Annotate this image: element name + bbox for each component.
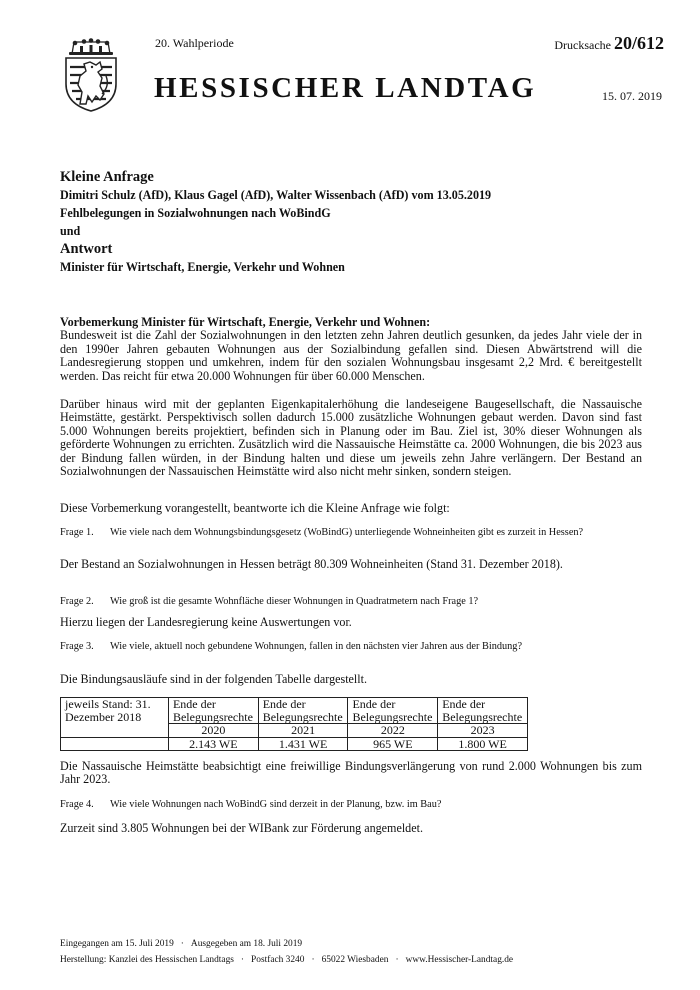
footer-line-2: [60, 952, 513, 968]
answer-text: Zurzeit sind 3.805 Wohnungen bei der WIBank zur Förderung angemeldet.: [60, 821, 423, 835]
footer-separator: ·: [180, 939, 184, 949]
question-label: Frage 2.: [60, 596, 94, 607]
question-3: [60, 641, 642, 653]
footer-separator: ·: [311, 955, 315, 965]
vorbemerkung-3: [60, 502, 642, 515]
footer-ausgegeben: Ausgegeben am 18. Juli 2019: [190, 939, 303, 949]
table-value-cell: 2.143 WE: [168, 737, 258, 751]
vorbemerkung: [60, 316, 642, 383]
question-text: Wie viele, aktuell noch gebundene Wohnungen, fallen in den nächsten vier Jahren aus der Bindung?: [110, 641, 523, 652]
question-2: [60, 596, 642, 608]
title-block: [60, 168, 642, 276]
footer-separator: ·: [395, 955, 399, 965]
question-4: [60, 799, 642, 811]
answer-text: Die Nassauische Heimstätte beabsichtigt eine freiwillige Bindungsverlängerung von rund 2.000 Wohnungen bis zum Jahr 2023.: [60, 759, 642, 787]
footer-herstellung: Herstellung: Kanzlei des Hessischen Landtags: [60, 955, 234, 965]
answer-2: [60, 616, 642, 629]
question-text: Wie viele nach dem Wohnungsbindungsgesetz (WoBindG) unterliegende Wohneinheiten gibt es zurzeit in Hessen?: [110, 527, 584, 538]
question-text: Wie groß ist die gesamte Wohnfläche dieser Wohnungen in Quadratmetern nach Frage 1?: [110, 596, 479, 607]
table-header-cell: Ende der Belegungsrechte: [438, 698, 528, 724]
footer-web: www.Hessischer-Landtag.de: [405, 955, 514, 965]
antwort-label: Antwort: [60, 241, 113, 257]
table-row: [61, 698, 528, 724]
table-empty-cell: [61, 737, 169, 751]
question-label: Frage 3.: [60, 641, 94, 652]
vorbemerkung-heading: Vorbemerkung Minister für Wirtschaft, Energie, Verkehr und Wohnen:: [60, 315, 431, 329]
document-date: 15. 07. 2019: [602, 89, 662, 103]
drucksache: [554, 33, 664, 54]
minister-label: Minister für Wirtschaft, Energie, Verkehr und Wohnen: [60, 260, 345, 274]
parliament-title: HESSISCHER LANDTAG: [154, 72, 537, 104]
footer-ort: 65022 Wiesbaden: [321, 955, 389, 965]
table-value-cell: 965 WE: [348, 737, 438, 751]
table-year-cell: 2023: [438, 724, 528, 738]
hessen-coat-of-arms-icon: [60, 38, 122, 112]
question-label: Frage 1.: [60, 527, 94, 538]
vorbemerkung-paragraph: Darüber hinaus wird mit der geplanten Eigenkapitalerhöhung die landeseigene Baugesellschaft, die Nassauische Heimstätte, gestärkt. Perspektivisch sollen dadurch 15.000 zusätzliche Wohnungen gebaut werden. Davon sind fast 5.000 Wohnungen bereits projektiert, befinden sich in Planung oder im Bau. Ziel ist, 30% dieser Wohnungen als geförderte Wohnungen zu errichten. Zusätzlich wird die Nassauische Heimstätte ca. 2000 Wohnungen, die bis 2023 aus der Bindung fallen würden, in der Bindung halten und diese um jeweils zehn Jahre verlängern. Der Bestand an Sozialwohnungen der Nassauischen Heimstätte wird also nicht mehr sinken, sondern steigen.: [60, 397, 642, 479]
answer-text: Die Bindungsausläufe sind in der folgenden Tabelle dargestellt.: [60, 672, 368, 686]
anfrage-type: Kleine Anfrage: [60, 169, 154, 185]
vorbemerkung-2: [60, 398, 642, 478]
wahlperiode: 20. Wahlperiode: [155, 36, 234, 50]
table-year-cell: 2020: [168, 724, 258, 738]
question-label: Frage 4.: [60, 799, 94, 810]
answer-text: Hierzu liegen der Landesregierung keine Auswertungen vor.: [60, 615, 352, 629]
binding-table: [60, 697, 528, 751]
table-header-cell: Ende der Belegungsrechte: [348, 698, 438, 724]
table-year-cell: 2022: [348, 724, 438, 738]
table-year-cell: 2021: [258, 724, 348, 738]
vorbemerkung-closing: Diese Vorbemerkung vorangestellt, beantworte ich die Kleine Anfrage wie folgt:: [60, 501, 450, 515]
footer: [60, 936, 513, 968]
table-value-cell: 1.800 WE: [438, 737, 528, 751]
und-label: und: [60, 224, 81, 238]
answer-3: [60, 673, 642, 686]
table-cell-stand: jeweils Stand: 31. Dezember 2018: [61, 698, 169, 738]
question-1: [60, 527, 642, 539]
answer-3-continued: [60, 760, 642, 787]
table-value-cell: 1.431 WE: [258, 737, 348, 751]
answer-text: Der Bestand an Sozialwohnungen in Hessen beträgt 80.309 Wohneinheiten (Stand 31. Dezember 2018).: [60, 557, 563, 571]
answer-1: [60, 558, 642, 571]
question-text: Wie viele Wohnungen nach WoBindG sind derzeit in der Planung, bzw. im Bau?: [110, 799, 442, 810]
anfrage-authors: Dimitri Schulz (AfD), Klaus Gagel (AfD), Walter Wissenbach (AfD) vom 13.05.2019: [60, 188, 492, 202]
footer-postfach: Postfach 3240: [251, 955, 305, 965]
table-row: [61, 737, 528, 751]
answer-4: [60, 822, 642, 835]
drucksache-number: 20/612: [613, 33, 664, 53]
table-header-cell: Ende der Belegungsrechte: [258, 698, 348, 724]
footer-separator: ·: [240, 955, 245, 965]
footer-eingegangen: Eingegangen am 15. Juli 2019: [60, 939, 174, 949]
anfrage-subject: Fehlbelegungen in Sozialwohnungen nach WoBindG: [60, 206, 331, 220]
footer-line-1: [60, 936, 513, 952]
vorbemerkung-paragraph: Bundesweit ist die Zahl der Sozialwohnungen in den letzten zehn Jahren deutlich gesunken, da jedes Jahr viele der in den 1990er Jahren gebauten Wohnungen aus der Sozialbindung gefallen sind. Diesen Abwärtstrend will die Landesregierung stoppen und umkehren, indem für den sozialen Wohnungsbau insgesamt 2,2 Mrd. € bereitgestellt werden. Das reicht für etwa 20.000 Wohnungen für über 60.000 Menschen.: [60, 328, 642, 383]
drucksache-label: Drucksache: [554, 38, 611, 52]
table-header-cell: Ende der Belegungsrechte: [168, 698, 258, 724]
binding-table-wrap: [60, 697, 642, 751]
